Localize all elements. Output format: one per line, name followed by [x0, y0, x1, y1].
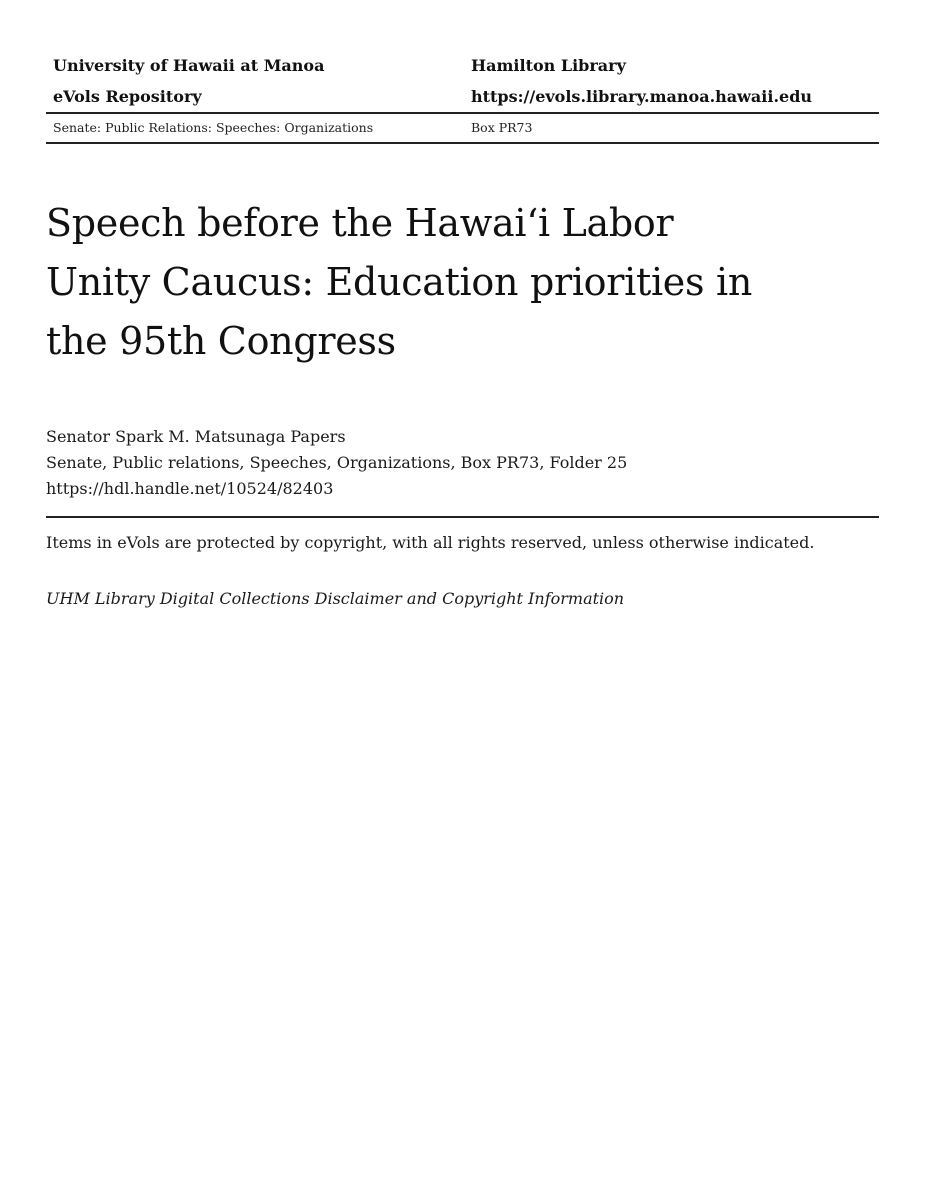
repository-name: eVols Repository	[53, 87, 202, 106]
library-name: Hamilton Library	[471, 56, 626, 75]
handle-link[interactable]: https://hdl.handle.net/10524/82403	[46, 479, 334, 498]
repository-url[interactable]: https://evols.library.manoa.hawaii.edu	[471, 87, 813, 106]
copyright-notice: Items in eVols are protected by copyright, with all rights reserved, unless otherwise indicated.	[46, 533, 815, 552]
document-title	[46, 194, 766, 371]
title-line-1: Speech before the Hawaiʻi Labor	[46, 201, 674, 245]
papers-collection: Senator Spark M. Matsunaga Papers	[46, 427, 346, 446]
header-row-3	[46, 114, 879, 142]
folder-location: Senate, Public relations, Speeches, Organizations, Box PR73, Folder 25	[46, 453, 628, 472]
document-page	[46, 50, 879, 612]
header-row-2	[46, 81, 879, 112]
disclaimer-link[interactable]: UHM Library Digital Collections Disclaimer and Copyright Information	[46, 589, 625, 608]
institution-name: University of Hawaii at Manoa	[53, 56, 325, 75]
title-line-3: the 95th Congress	[46, 319, 396, 363]
title-line-2: Unity Caucus: Education priorities in	[46, 260, 753, 304]
header-divider-bottom	[46, 142, 879, 144]
metadata-divider	[46, 516, 879, 518]
header-row-1	[46, 50, 879, 81]
document-metadata	[46, 424, 879, 502]
collection-path: Senate: Public Relations: Speeches: Organizations	[53, 120, 374, 135]
box-label: Box PR73	[471, 120, 533, 135]
